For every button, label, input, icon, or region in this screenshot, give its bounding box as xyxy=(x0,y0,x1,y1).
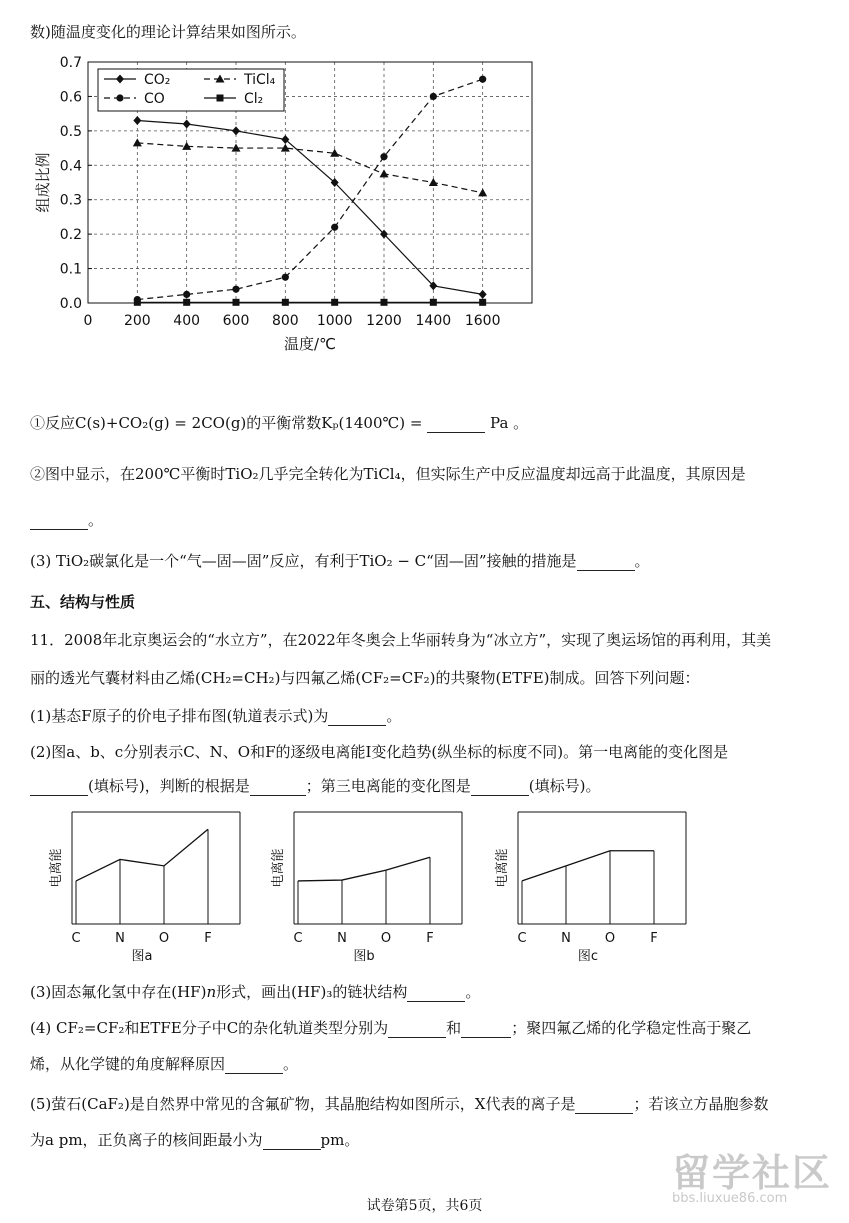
answer-blank xyxy=(407,987,465,1002)
text-part: (填标号)，判断的根据是 xyxy=(88,777,250,795)
y-tick-label: 0.3 xyxy=(59,192,82,209)
data-point xyxy=(183,119,191,128)
sub-question-5-line2 xyxy=(30,1130,359,1150)
answer-blank xyxy=(250,781,306,796)
x-tick-label: 0 xyxy=(83,313,93,329)
punct: pm。 xyxy=(320,1131,360,1149)
y-tick-label: 0.6 xyxy=(59,89,82,106)
text-part: ；第三电离能的变化图是 xyxy=(305,777,471,795)
sub-question-4-line2 xyxy=(30,1054,298,1074)
question-3-text: (3) TiO₂碳氯化是一个“气—固—固”反应，有利于TiO₂ − C“固—固”接触的措施是 xyxy=(30,552,577,570)
sub-question-4-line1 xyxy=(30,1018,751,1038)
panel-category-label: N xyxy=(337,931,347,946)
q11-line2: 丽的透光气囊材料由乙烯(CH₂=CH₂)与四氟乙烯(CF₂=CF₂)的共聚物(ETFE)制成。回答下列问题： xyxy=(30,669,700,687)
panel-caption: 图a xyxy=(131,949,153,964)
y-tick-label: 0.2 xyxy=(59,227,82,244)
panel-category-label: F xyxy=(204,931,212,946)
y-axis-label: 组成比例 xyxy=(34,152,52,213)
data-point xyxy=(478,188,487,196)
sub-question-1 xyxy=(30,706,401,726)
punct: 。 xyxy=(465,983,481,1001)
text-part: (3)固态氟化氢中存在(HF) xyxy=(30,983,207,1001)
data-point xyxy=(282,299,289,306)
question-1b: ②图中显示，在200℃平衡时TiO₂几乎完全转化为TiCl₄，但实际生产中反应温度却远高于此温度，其原因是 xyxy=(30,465,746,483)
panel-category-label: F xyxy=(650,931,658,946)
answer-blank xyxy=(577,556,635,571)
panel-category-label: O xyxy=(158,931,170,946)
data-point xyxy=(133,116,141,125)
intro-text: 数)随温度变化的理论计算结果如图所示。 xyxy=(30,23,306,41)
panel-y-label: 电离能 xyxy=(271,848,286,888)
panel-category-label: N xyxy=(115,931,125,946)
panel-series-line xyxy=(298,857,430,881)
panel-category-label: N xyxy=(561,931,571,946)
q11-line1: 11．2008年北京奥运会的“水立方”，在2022年冬奥会上华丽转身为“冰立方”，实现了奥运场馆的再利用，其美 xyxy=(30,631,772,649)
text-part: n xyxy=(206,983,217,1001)
data-point xyxy=(331,299,338,306)
y-tick-label: 0.0 xyxy=(59,296,82,312)
text-part: ；若该立方晶胞参数 xyxy=(633,1095,769,1113)
x-tick-label: 1600 xyxy=(464,313,501,329)
data-point xyxy=(380,169,389,177)
data-point xyxy=(182,142,191,150)
panel-y-label: 电离能 xyxy=(495,848,510,888)
text-part: 烯，从化学键的角度解释原因 xyxy=(30,1055,226,1073)
series-line-2 xyxy=(137,79,482,299)
watermark-url: bbs.liuxue86.com xyxy=(672,1191,788,1206)
data-point xyxy=(183,299,190,306)
question-1a-text: ①反应C(s)+CO₂(g) = 2CO(g)的平衡常数Kₚ(1400℃) = xyxy=(30,414,428,432)
data-point xyxy=(429,178,438,186)
y-tick-label: 0.4 xyxy=(59,158,82,175)
answer-blank xyxy=(461,1023,511,1038)
data-point xyxy=(331,224,338,231)
punct: 。 xyxy=(283,1055,299,1073)
data-point xyxy=(133,138,142,146)
y-tick-label: 0.5 xyxy=(59,123,82,140)
question-3 xyxy=(30,551,650,571)
panel-category-label: C xyxy=(293,931,303,946)
legend-marker xyxy=(116,94,123,101)
panel-y-label: 电离能 xyxy=(49,848,64,888)
data-point xyxy=(479,299,486,306)
x-tick-label: 1000 xyxy=(316,313,353,329)
y-tick-label: 0.1 xyxy=(59,261,82,278)
data-point xyxy=(232,286,239,293)
panel-category-label: F xyxy=(426,931,434,946)
data-point xyxy=(232,126,240,135)
y-tick-label: 0.7 xyxy=(59,55,82,71)
text-part: (填标号)。 xyxy=(528,777,601,795)
legend-marker xyxy=(217,95,224,102)
punct: 。 xyxy=(88,511,104,529)
answer-blank xyxy=(30,781,88,796)
x-axis-label: 温度/℃ xyxy=(284,335,336,353)
text-part: 和 xyxy=(446,1019,462,1037)
data-point xyxy=(134,299,141,306)
answer-blank xyxy=(263,1135,321,1150)
punct: 。 xyxy=(386,707,402,725)
composition-chart xyxy=(0,40,849,440)
x-tick-label: 1200 xyxy=(366,313,402,329)
panel-category-label: O xyxy=(380,931,392,946)
text-part: (5)萤石(CaF₂)是自然界中常见的含氟矿物，其晶胞结构如图所示，X代表的离子是 xyxy=(30,1095,576,1113)
legend-label: CO xyxy=(144,91,165,107)
answer-blank xyxy=(328,711,386,726)
data-point xyxy=(381,299,388,306)
sub-question-1-text: (1)基态F原子的价电子排布图(轨道表示式)为 xyxy=(30,707,329,725)
data-point xyxy=(233,299,240,306)
text-part: 为a pm，正负离子的核间距最小为 xyxy=(30,1131,263,1149)
legend-label: CO₂ xyxy=(144,72,171,88)
sub-question-5-line1 xyxy=(30,1094,769,1114)
text-part: ；聚四氟乙烯的化学稳定性高于聚乙 xyxy=(511,1019,752,1037)
sub-question-3 xyxy=(30,982,480,1002)
panel-category-label: C xyxy=(71,931,81,946)
answer-blank xyxy=(575,1099,633,1114)
question-1a xyxy=(30,413,528,433)
sub-question-2-line2 xyxy=(30,776,600,796)
text-part: (4) CF₂=CF₂和ETFE分子中C的杂化轨道类型分别为 xyxy=(30,1019,389,1037)
answer-blank xyxy=(225,1059,283,1074)
panel-caption: 图c xyxy=(577,949,599,964)
answer-blank xyxy=(388,1023,446,1038)
data-point xyxy=(282,274,289,281)
x-tick-label: 400 xyxy=(173,313,201,329)
panel-caption: 图b xyxy=(353,949,375,964)
panel-series-line xyxy=(522,851,654,881)
panel-category-label: C xyxy=(517,931,527,946)
punct: 。 xyxy=(634,552,650,570)
x-tick-label: 1400 xyxy=(415,313,452,329)
text-part: 形式，画出(HF)₃的链状结构 xyxy=(216,983,408,1001)
data-point xyxy=(430,299,437,306)
answer-blank xyxy=(30,515,88,530)
legend-label: TiCl₄ xyxy=(244,72,276,88)
answer-blank xyxy=(427,418,485,433)
question-1b-end xyxy=(30,510,103,530)
watermark-title: 留学社区 xyxy=(672,1151,833,1195)
panel-series-line xyxy=(76,829,208,881)
ionization-energy-charts xyxy=(0,800,849,970)
panel-category-label: O xyxy=(604,931,616,946)
x-tick-label: 600 xyxy=(222,313,250,329)
data-point xyxy=(479,76,486,83)
legend-label: Cl₂ xyxy=(244,91,264,107)
sub-question-2-line1: (2)图a、b、c分别表示C、N、O和F的逐级电离能I变化趋势(纵坐标的标度不同)。第一电离能的变化图是 xyxy=(30,743,729,761)
x-tick-label: 200 xyxy=(123,313,151,329)
data-point xyxy=(479,290,487,299)
data-point xyxy=(380,153,387,160)
question-1a-unit: Pa 。 xyxy=(490,414,529,432)
x-tick-label: 800 xyxy=(271,313,299,329)
section-title: 五、结构与性质 xyxy=(30,593,136,611)
page-footer: 试卷第5页，共6页 xyxy=(366,1198,483,1214)
data-point xyxy=(183,291,190,298)
answer-blank xyxy=(471,781,529,796)
data-point xyxy=(430,93,437,100)
